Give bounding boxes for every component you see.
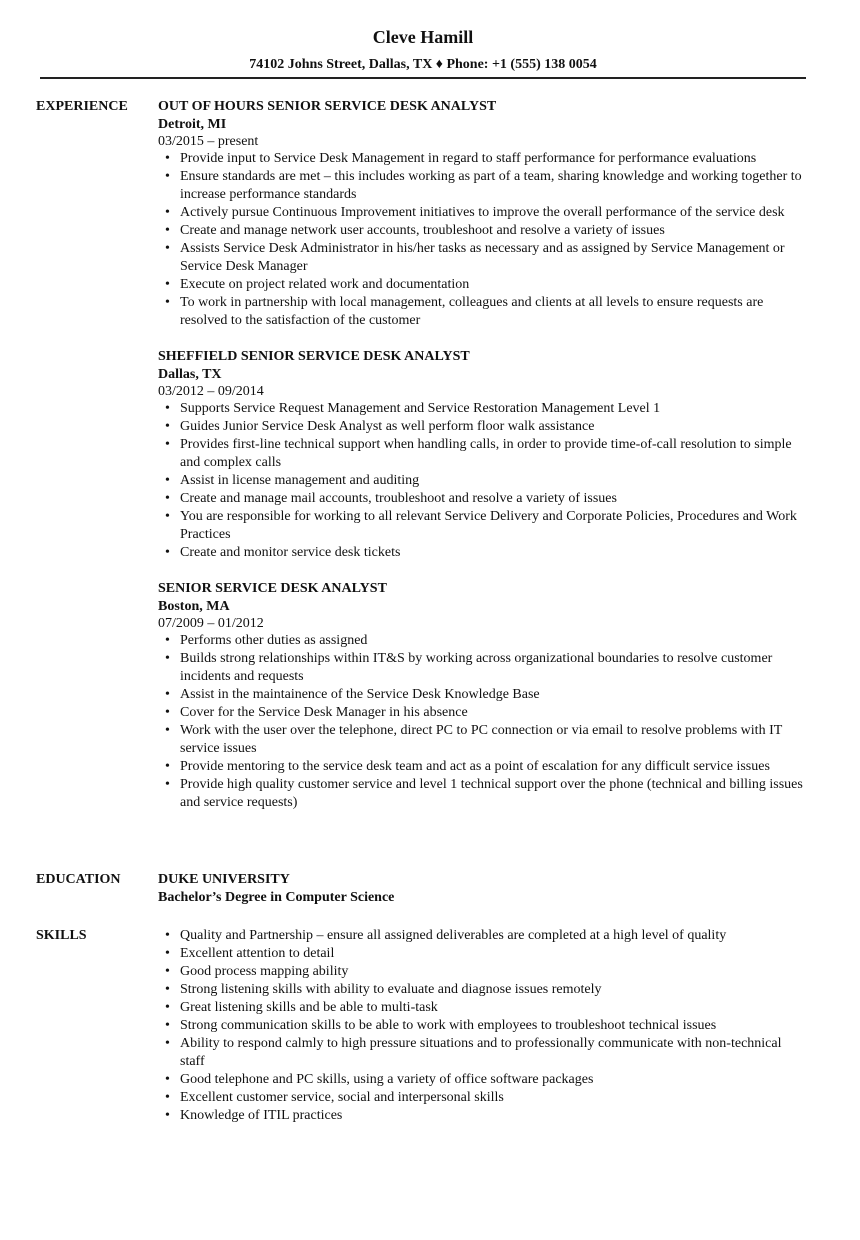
job-bullet-list [158,150,808,330]
skill-item: • Quality and Partnership – ensure all assigned deliverables are completed at a high level of quality [158,927,808,945]
job-location: Detroit, MI [158,117,227,132]
skills-content [158,927,808,1125]
job-bullet: • Provide input to Service Desk Management in regard to staff performance for performance evaluations [158,150,808,168]
header-divider [40,77,806,79]
job-title: SHEFFIELD SENIOR SERVICE DESK ANALYST [158,349,470,364]
job-bullet: • Provide high quality customer service and level 1 technical support over the phone (technical and billing issues and service requests) [158,776,808,812]
job-bullet: • Guides Junior Service Desk Analyst as well perform floor walk assistance [158,418,808,436]
job-dates: 07/2009 – 01/2012 [158,616,264,631]
job-bullet: • Execute on project related work and documentation [158,276,808,294]
job-entry [158,98,808,330]
job-bullet: • Performs other duties as assigned [158,632,808,650]
job-bullet-list [158,632,808,812]
school-name: DUKE UNIVERSITY [158,872,290,887]
job-entry [158,580,808,812]
job-entry [158,348,808,562]
job-bullet: • Create and monitor service desk tickets [158,544,808,562]
job-bullet: • Provide mentoring to the service desk team and act as a point of escalation for any difficult service issues [158,758,808,776]
section-label-skills: SKILLS [36,928,87,943]
job-title: SENIOR SERVICE DESK ANALYST [158,581,387,596]
skill-item: • Good telephone and PC skills, using a variety of office software packages [158,1071,808,1089]
job-bullet: • Work with the user over the telephone, direct PC to PC connection or via email to resolve problems with IT service issues [158,722,808,758]
contact-line: 74102 Johns Street, Dallas, TX ♦ Phone: +1 (555) 138 0054 [249,57,597,72]
job-bullet: • Create and manage network user accounts, troubleshoot and resolve a variety of issues [158,222,808,240]
job-location: Boston, MA [158,599,230,614]
job-dates: 03/2012 – 09/2014 [158,384,264,399]
skill-item: • Excellent attention to detail [158,945,808,963]
candidate-name: Cleve Hamill [372,27,474,47]
job-bullet: • You are responsible for working to all relevant Service Delivery and Corporate Policies, Procedures and Work Practices [158,508,808,544]
job-dates: 03/2015 – present [158,134,259,149]
section-label-experience: EXPERIENCE [36,99,128,114]
job-bullet-list [158,400,808,562]
job-bullet: • Ensure standards are met – this includes working as part of a team, sharing knowledge and working together to increase performance standards [158,168,808,204]
degree: Bachelor’s Degree in Computer Science [158,890,395,905]
job-title: OUT OF HOURS SENIOR SERVICE DESK ANALYST [158,99,497,114]
experience-jobs [158,98,808,830]
job-bullet: • Assist in the maintainence of the Service Desk Knowledge Base [158,686,808,704]
job-bullet: • Assist in license management and auditing [158,472,808,490]
skill-item: • Good process mapping ability [158,963,808,981]
job-bullet: • Supports Service Request Management and Service Restoration Management Level 1 [158,400,808,418]
job-bullet: • To work in partnership with local management, colleagues and clients at all levels to ensure requests are resolved to the satisfaction of the customer [158,294,808,330]
job-bullet: • Builds strong relationships within IT&S by working across organizational boundaries to resolve customer incidents and requests [158,650,808,686]
skill-item: • Ability to respond calmly to high pressure situations and to professionally communicate with non-technical staff [158,1035,808,1071]
resume-header [40,26,806,74]
education-content [158,871,808,907]
section-label-education: EDUCATION [36,872,121,887]
job-bullet: • Provides first-line technical support when handling calls, in order to provide time-of-call resolution to simple and complex calls [158,436,808,472]
job-location: Dallas, TX [158,367,222,382]
skill-item: • Strong communication skills to be able to work with employees to troubleshoot technical issues [158,1017,808,1035]
skill-item: • Excellent customer service, social and interpersonal skills [158,1089,808,1107]
skill-item: • Great listening skills and be able to multi-task [158,999,808,1017]
job-bullet: • Create and manage mail accounts, troubleshoot and resolve a variety of issues [158,490,808,508]
skill-item: • Knowledge of ITIL practices [158,1107,808,1125]
job-bullet: • Cover for the Service Desk Manager in his absence [158,704,808,722]
skills-list [158,927,808,1125]
job-bullet: • Actively pursue Continuous Improvement initiatives to improve the overall performance of the service desk [158,204,808,222]
skill-item: • Strong listening skills with ability to evaluate and diagnose issues remotely [158,981,808,999]
job-bullet: • Assists Service Desk Administrator in his/her tasks as necessary and as assigned by Service Management or Service Desk Manager [158,240,808,276]
